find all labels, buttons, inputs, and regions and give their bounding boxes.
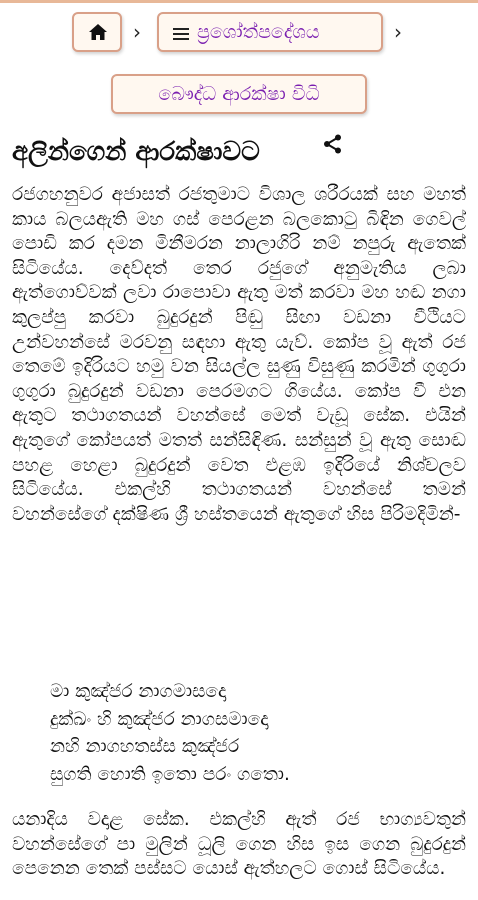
verse-line: මා කුඤ්ජර නාගමාසදො — [50, 681, 227, 702]
home-icon — [89, 24, 107, 40]
home-button[interactable] — [72, 12, 122, 52]
breadcrumb — [0, 12, 478, 105]
verse-block — [50, 678, 290, 788]
breadcrumb-separator: › — [133, 20, 141, 44]
menu-icon — [173, 28, 189, 43]
share-icon[interactable] — [323, 134, 343, 154]
breadcrumb-separator: › — [394, 20, 402, 44]
article-paragraph: යනාදිය වදාළ සේක. එකල්හි ඇත් රජ භාග්‍යවතුන් වහන්සේගේ පා මුලින් ධූලි ගෙන හිස ඉස ගෙන බුදුරදුන් පෙනෙන තෙක් පස්සට යොස් ඇත්හලට ගොස් සිටියේය. — [12, 809, 466, 880]
breadcrumb-section-label: ප්‍රශෝත්පදේශය — [197, 21, 320, 43]
top-accent-line — [0, 0, 478, 3]
article-paragraph: රජගහනුවර අජාසත් රජතුමාට විශාල ශරීරයක් සහ මහත් කාය බලයඇති මහ ගස් පෙරළන බලකොටු බිඳින ගෙවල් පොඩි කර දමන මිනීමරන නාලාගිරි නම් නපුරු ඇතෙක් සිටියේය. දෙව්දත් තෙර රජුගේ අනුමැතිය ලබා ඇත්ගොව්වක් ලවා රාපොවා ඇතු මත් කරවා මහ හඬ නගා කුලප්පු කරවා බුදුරදුන් පිඬු සිඟා වඩනා වීථියට උන්වහන්සේ මරවනු සඳහා ඇතු යැව්. කෝප වූ ඇත් රජ තෙමේ ඉදිරියට හමු වන සියල්ල සුණු විසුණු කරමින් ගුගුරා ගුගුරා බුදුරදුන් වඩනා පෙරමගට ගියේය. කෝප වී එන ඇතුට තථාගතයන් වහන්සේ මෙත් වැඩූ සේක. එයින් ඇතුගේ කෝපයත් මතත් සන්සිඳිණ. සන්සුන් වූ ඇතු සොඬ පහළ හෙළා බුදුරදුන් වෙත එළඹ ඉදිරියේ නිශ්චලව සිටියේය. එකල්හි තථාගතයන් වහන්සේ තමන් වහන්සේගේ දක්ෂිණ ශ්‍රී හස්තයෙන් ඇතුගේ හිස පිරිමදිමින්- — [12, 184, 466, 525]
verse-line: නහි නාගහතස්ස කුඤ්ජර — [50, 736, 240, 757]
verse-line: සුගති හොති ඉතො පරං ගතො. — [50, 763, 290, 785]
page-title: අලින්ගෙන් ආරක්ෂාවට — [12, 137, 260, 168]
breadcrumb-subsection-label: බෞද්ධ ආරක්ෂා විධි — [158, 83, 320, 105]
breadcrumb-subsection-button[interactable] — [111, 74, 367, 114]
breadcrumb-section-button[interactable] — [157, 12, 383, 52]
verse-line: දුක්ඛං හි කුඤ්ජර නාගසමාදො — [50, 708, 269, 730]
